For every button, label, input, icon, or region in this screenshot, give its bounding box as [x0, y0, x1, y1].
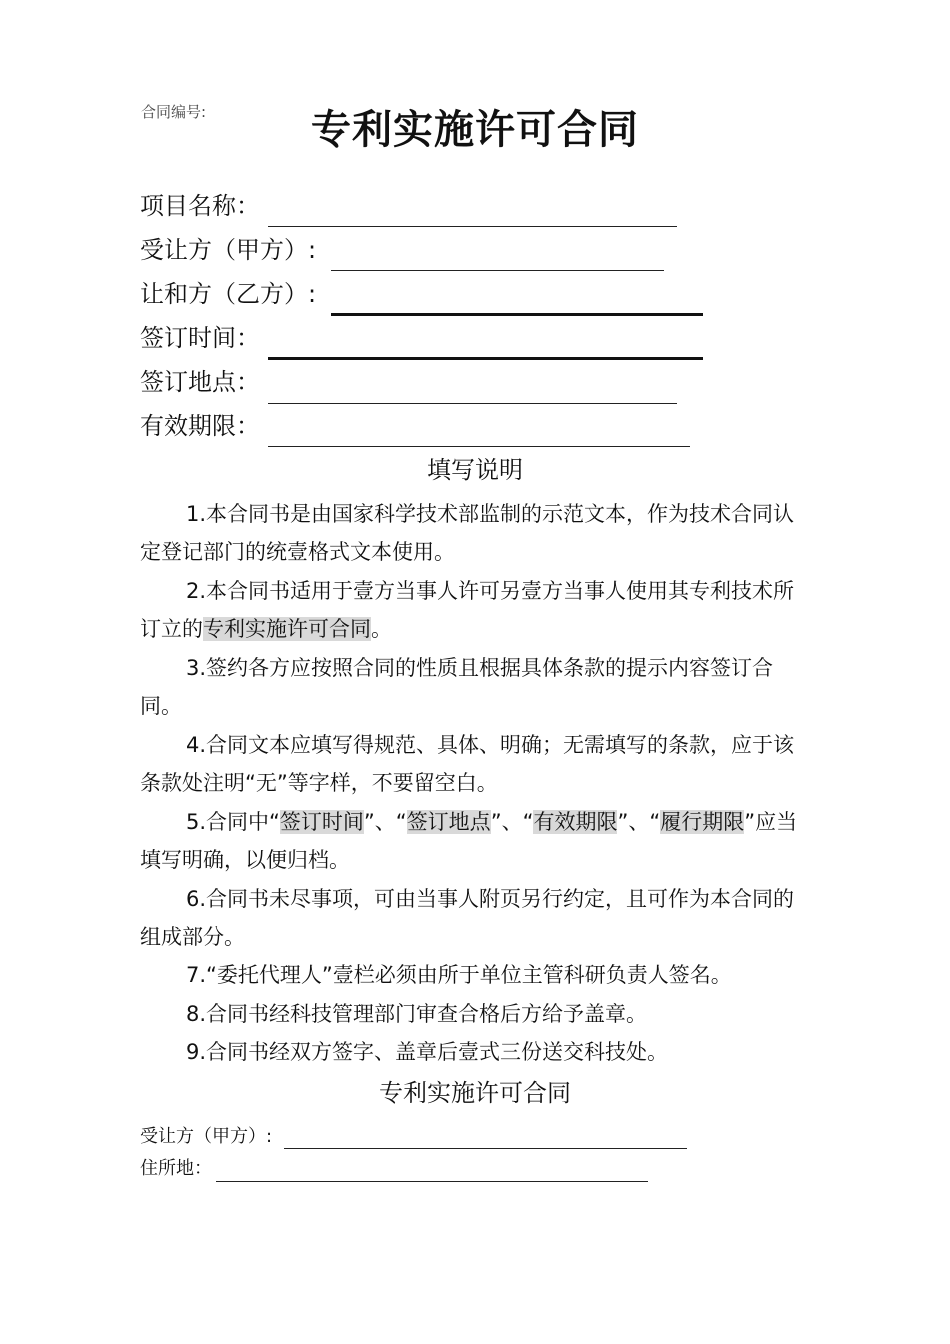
instruction-item-5: [140, 803, 810, 879]
instruction-item-5-end: ”应当填写明确，以便归档。: [140, 810, 798, 872]
highlight-contract-name: 专利实施许可合同: [203, 617, 371, 641]
instruction-item-2-end: 。: [371, 617, 392, 641]
cover-field-party-b: 让和方（乙方）:: [140, 280, 317, 308]
cover-field-project-name: 项目名称：: [140, 192, 260, 220]
party-a-line[interactable]: [331, 270, 664, 271]
instruction-item-7: 7.“委托代理人”壹栏必须由所于单位主管科研负责人签名。: [186, 963, 732, 987]
cover-field-validity: 有效期限：: [140, 412, 260, 440]
contract-field-address: 住所地：: [140, 1158, 212, 1179]
instruction-item-5-text: 5.合同中“: [186, 810, 280, 834]
instruction-item-2-text: 2.本合同书适用于壹方当事人许可另壹方当事人使用其专利技术所订立的: [140, 579, 795, 641]
page-title: 专利实施许可合同: [311, 107, 639, 153]
cover-field-party-a: 受让方（甲方）:: [140, 236, 317, 264]
project-name-line[interactable]: [268, 226, 677, 227]
contract-address-line[interactable]: [216, 1181, 648, 1182]
contract-party-a-line[interactable]: [284, 1148, 687, 1149]
sign-place-line[interactable]: [268, 403, 677, 404]
instruction-item-6: 6.合同书未尽事项，可由当事人附页另行约定，且可作为本合同的组成部分。: [140, 887, 795, 949]
highlight-performance-period: 履行期限: [660, 810, 745, 834]
instruction-item-5-sep1: ”、“: [363, 810, 407, 834]
validity-line[interactable]: [268, 446, 690, 447]
highlight-sign-time: 签订时间: [279, 810, 364, 834]
cover-field-sign-place: 签订地点：: [140, 368, 260, 396]
instruction-item-5-sep2: ”、“: [490, 810, 534, 834]
instruction-item-8: 8.合同书经科技管理部门审查合格后方给予盖章。: [186, 1002, 648, 1026]
instruction-item-1: 1.本合同书是由国家科学技术部监制的示范文本，作为技术合同认定登记部门的统壹格式文本使用。: [140, 502, 795, 564]
contract-section-title: 专利实施许可合同: [379, 1079, 571, 1107]
instruction-item-9: 9.合同书经双方签字、盖章后壹式三份送交科技处。: [186, 1040, 669, 1064]
instruction-item-4: 4.合同文本应填写得规范、具体、明确；无需填写的条款，应于该条款处注明“无”等字样，不要留空白。: [140, 733, 795, 795]
contract-field-party-a: 受让方（甲方）:: [140, 1126, 273, 1147]
instruction-item-3: 3.签约各方应按照合同的性质且根据具体条款的提示内容签订合同。: [140, 656, 774, 718]
instruction-item-2: [140, 572, 810, 648]
highlight-validity: 有效期限: [533, 810, 618, 834]
highlight-sign-place: 签订地点: [406, 810, 491, 834]
instruction-item-5-sep3: ”、“: [617, 810, 661, 834]
party-b-line[interactable]: [331, 313, 703, 316]
cover-field-sign-time: 签订时间：: [140, 324, 260, 352]
contract-no-label: 合同编号:: [141, 103, 207, 121]
instructions-title: 填写说明: [427, 456, 523, 484]
sign-time-line[interactable]: [268, 357, 703, 360]
